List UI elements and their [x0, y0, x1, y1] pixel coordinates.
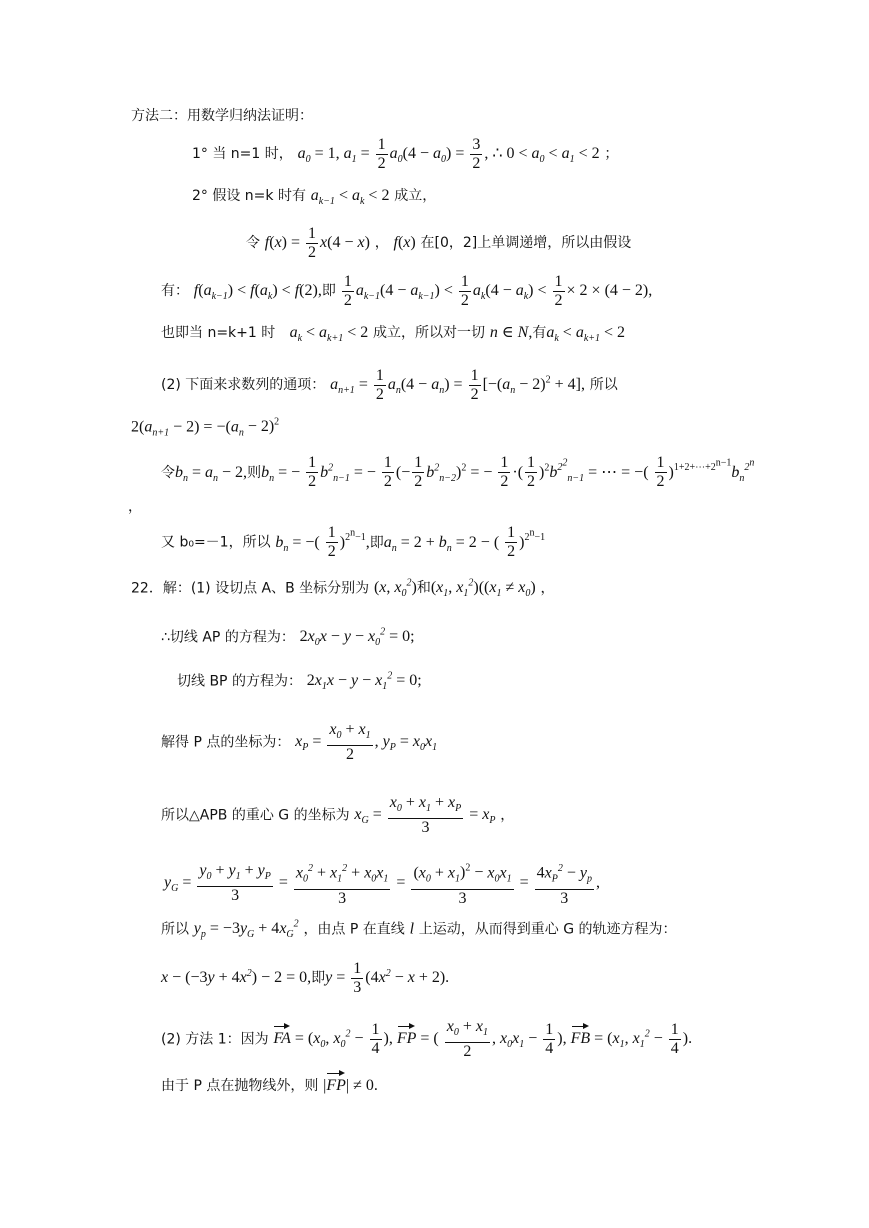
fp-nonzero-line: 由于 P 点在抛物线外，则 |FP| ≠ 0.	[161, 1077, 378, 1094]
general-term-line: (2) 下面来求数列的通项： $a_{n+1}$ = $\frac{1}{2}$ $a_n(4 - a_n)$ = $\frac{1}{2}$ $[-(a_n - 2)^2 + 4]$, 所以	[161, 367, 618, 403]
hypothesis-line: 2° 假设 n=k 时有 $a_{k-1} < a_k < 2$ 成立，	[192, 187, 437, 208]
vector-formula: FA = ($x_0$, $x_0^2$ − $\frac{1}{4}$ ), FP = ( $\frac{x_0 + x_1}{2}$ , $x_0x_1$ − $\frac{1}{4}$ ), FB = ($x_1$, $x_1^2$ − $\frac{1}{4}$ ).	[273, 1018, 693, 1061]
base-case-formula: $a_0 = 1$, $a_1$ = $\frac{1}{2}$ $a_0(4 - a_0)$ = $\frac{3}{2}$ , ∴ $0 < a_0 < a_1 < 2$	[297, 136, 600, 172]
bn-result-line: 又 b₀=－1，所以 $b_n$ = −( $\frac{1}{2}$ )$^{2^n-1}$,即$a_n = 2 + b_n = 2$ − ( $\frac{1}{2}$ )$^{2^n-1}$	[161, 524, 546, 561]
vector-line: (2) 方法 1：因为 FA = ($x_0$, $x_0^2$ − $\frac{1}{4}$ ), FP = ( $\frac{x_0 + x_1}{2}$ , $x_0x_1$ − $\frac{1}{4}$ ), FB = ($x_1$, $x_1^2$ − $\frac{1}{4}$ ).	[161, 1018, 693, 1061]
bn-substitution-line	[161, 454, 754, 491]
centroid-x-line: 所以△APB 的重心 G 的坐标为 $x_G$ = $\frac{x_0 + x_1 + x_P}{3}$ = $x_P$ ，	[161, 794, 515, 837]
squared-relation-formula: $2(a_{n+1} - 2) = -(a_n - 2)^2$	[131, 417, 280, 439]
bn-result-formula: $b_n$ = −( $\frac{1}{2}$ )$^{2^n-1}$,即$a_n = 2 + b_n = 2$ − ( $\frac{1}{2}$ )$^{2^n-1}$	[275, 524, 546, 561]
locus-intro-line: 所以 $y_p = -3y_G + 4x_G^2$ ，由点 P 在直线 l 上运动，从而得到重心 G 的轨迹方程为：	[161, 919, 677, 941]
fp-nonzero-formula: |FP| ≠ 0.	[323, 1077, 378, 1094]
function-def-line: 令 f(x) = $\frac{1}{2}$ x(4 − x) ， f(x) 在[0，2]上单调递增，所以由假设	[246, 225, 632, 261]
stray-comma: ，	[128, 499, 142, 515]
point-p-formula: $x_P$ = $\frac{x_0 + x_1}{2}$ , $y_P = x_0x_1$	[295, 721, 438, 764]
tangent-ap-line: ∴切线 AP 的方程为： $2x_0x - y - x_0^2 = 0$;	[161, 627, 415, 649]
locus-formula: $x - (-3y + 4x^2) - 2 = 0$,即y = $\frac{1}{3}$ $(4x^2 - x + 2)$.	[161, 960, 450, 996]
bn-substitution-formula: 令$b_n = a_n - 2$,则$b_n$ = − $\frac{1}{2}$ $b^2_{n-1}$ = − $\frac{1}{2}$ (− $\frac{1}{2}$ $b^2_{n-2})^2$ = − $\frac{1}{2}$ ·( $\frac{1}{2}$ )$^2b^{2^2}_{n-1}$ = ⋯ = −( $\frac{1}{2}$ )$^{1+2+\cdots+2^{n-1}}b_n^{2^n}$	[161, 454, 755, 491]
function-def-formula: f(x) = $\frac{1}{2}$ x(4 − x)	[264, 225, 370, 261]
centroid-x-formula: $x_G$ = $\frac{x_0 + x_1 + x_P}{3}$ = $x_P$	[354, 794, 496, 837]
point-p-line: 解得 P 点的坐标为： $x_P$ = $\frac{x_0 + x_1}{2}$ , $y_P = x_0x_1$	[161, 721, 438, 764]
tangent-points-formula: (x, $x_0^2$)和($x_1$, $x_1^2)((x_1 \ne x_0)$	[373, 578, 536, 600]
base-case-line: 1° 当 n=1 时， $a_0 = 1$, $a_1$ = $\frac{1}{2}$ $a_0(4 - a_0)$ = $\frac{3}{2}$ , ∴ $0 < a_0 < a_1 < 2$ ；	[192, 136, 619, 172]
induction-conclusion-line: 也即当 n=k+1 时 $a_k < a_{k+1} < 2$ 成立，所以对一切 n ∈ N,有$a_k < a_{k+1} < 2$	[161, 324, 626, 345]
tangent-bp-line: 切线 BP 的方程为： $2x_1x - y - x_1^2 = 0$;	[177, 671, 422, 693]
problem-22-line: 22．解：(1) 设切点 A、B 坐标分别为 (x, $x_0^2$)和($x_1$, $x_1^2)((x_1 \ne x_0)$ ，	[131, 578, 555, 600]
inequality-chain-formula: $f(a_{k-1}) < f(a_k) < f(2)$,即 $\frac{1}{2}$ $a_{k-1}(4 - a_{k-1})$ < $\frac{1}{2}$ $a_k(4 - a_k)$ < $\frac{1}{2}$ × 2 × (4 − 2),	[193, 273, 653, 309]
inequality-chain-line: 有： $f(a_{k-1}) < f(a_k) < f(2)$,即 $\frac{1}{2}$ $a_{k-1}(4 - a_{k-1})$ < $\frac{1}{2}$ $a_k(4 - a_k)$ < $\frac{1}{2}$ × 2 × (4 − 2),	[161, 273, 653, 309]
recurrence-formula: $a_{n+1}$ = $\frac{1}{2}$ $a_n(4 - a_n)$ = $\frac{1}{2}$ $[-(a_n - 2)^2 + 4]$,	[330, 367, 585, 403]
method-two-heading: 方法二：用数学归纳法证明：	[131, 108, 313, 124]
centroid-y-line	[164, 860, 600, 908]
hypothesis-formula: $a_{k-1} < a_k < 2$	[310, 187, 390, 208]
tangent-ap-formula: $2x_0x - y - x_0^2 = 0$;	[299, 627, 415, 649]
tangent-bp-formula: $2x_1x - y - x_1^2 = 0$;	[306, 671, 422, 693]
centroid-y-formula: $y_G$ = $\frac{y_0 + y_1 + y_P}{3}$ = $\frac{x_0^2 + x_1^2 + x_0x_1}{3}$ = $\frac{(x_0 + x_1)^2 - x_0x_1}{3}$ = $\frac{4x_P^2 - y_p}{3}$ ,	[164, 874, 600, 891]
yp-formula: $y_p = -3y_G + 4x_G^2$	[193, 919, 299, 941]
